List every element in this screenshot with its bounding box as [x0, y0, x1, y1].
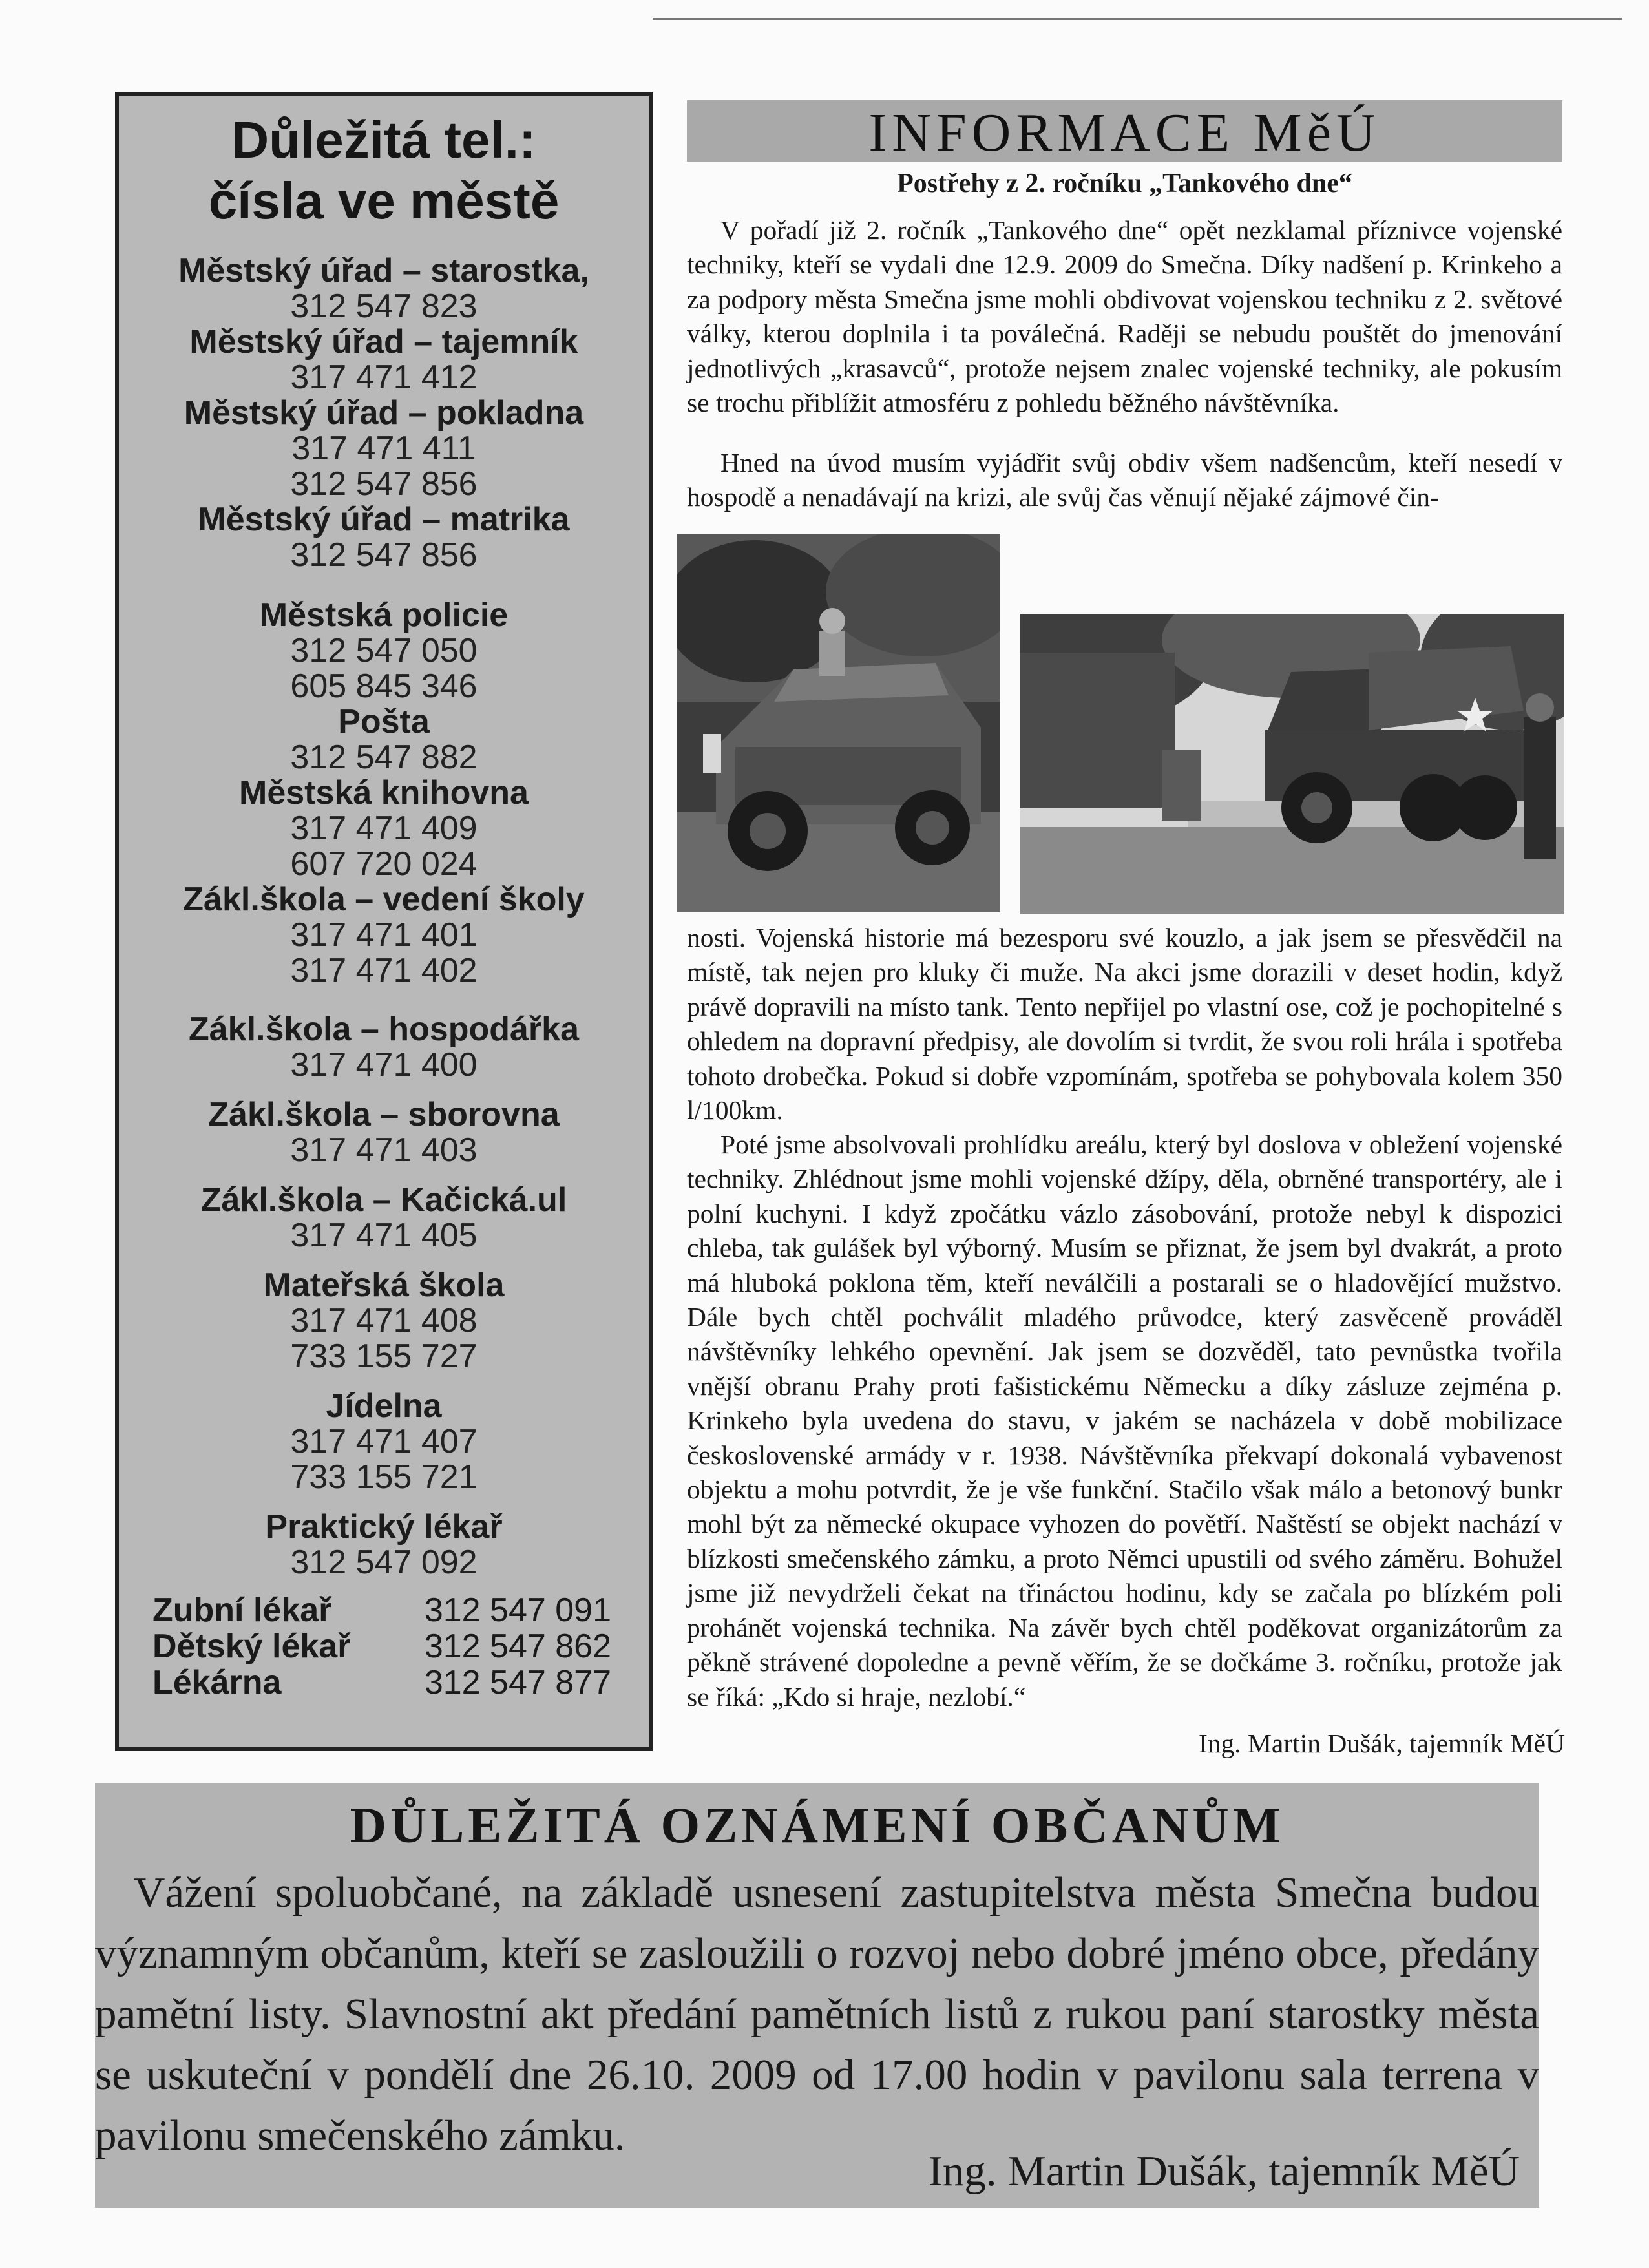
phone-entry-name: Zákl.škola – Kačická.ul: [200, 1181, 567, 1219]
phone-entry-name: Zákl.škola – vedení školy: [183, 881, 585, 918]
phone-inline-entry-number: 312 547 862: [424, 1628, 611, 1665]
phone-inline-entry: [119, 1592, 649, 1628]
section-header: INFORMACE MěÚ: [687, 100, 1562, 162]
phone-entry-number: 733 155 721: [290, 1458, 478, 1496]
phone-entry-number: 317 471 401: [290, 916, 478, 954]
phone-inline-entry-name: Zubní lékař: [152, 1591, 332, 1629]
phone-entry-number: 312 547 856: [290, 465, 478, 503]
phone-entry-number: 607 720 024: [290, 845, 478, 883]
phone-entry-name: Městská policie: [259, 596, 509, 634]
phone-entry-name: Zákl.škola – hospodářka: [188, 1011, 580, 1048]
phone-entry-number: 317 471 411: [291, 430, 476, 467]
phone-entry-name: Mateřská škola: [263, 1266, 505, 1304]
phone-entry: [119, 1389, 649, 1495]
top-rule: [653, 18, 1622, 20]
phone-box-title: Důležitá tel.: čísla ve městě: [208, 111, 560, 229]
citizen-notice-box: [95, 1783, 1539, 2208]
phone-entry: [119, 882, 649, 989]
phone-inline-entry: [119, 1628, 649, 1664]
article-title: Postřehy z 2. ročníku „Tankového dne“: [897, 169, 1352, 198]
military-truck-photo: [1020, 614, 1564, 914]
phone-entry-number: 317 471 403: [290, 1131, 478, 1169]
phone-entry: [119, 253, 649, 324]
phone-entry-number: 317 471 402: [290, 952, 478, 989]
phone-entry-name: Městský úřad – tajemník: [189, 323, 578, 361]
phone-entry-number: 605 845 346: [290, 667, 478, 705]
phone-entry-name: Zákl.škola – sborovna: [208, 1096, 560, 1133]
phone-entry: [119, 1182, 649, 1254]
phone-inline-entry-number: 312 547 877: [424, 1664, 611, 1701]
armored-vehicle-photo: [677, 534, 1000, 912]
phone-entry-name: Městský úřad – matrika: [198, 501, 570, 538]
article-signature: Ing. Martin Dušák, tajemník MěÚ: [1198, 1728, 1565, 1758]
phone-entry: [119, 1012, 649, 1083]
phone-entry-number: 317 471 409: [290, 810, 478, 847]
phone-entry-number: 317 471 408: [290, 1302, 478, 1339]
phone-entry-number: 733 155 727: [290, 1338, 478, 1375]
notice-title: DŮLEŽITÁ OZNÁMENÍ OBČANŮM: [350, 1797, 1285, 1853]
phone-inline-entry-name: Dětský lékař: [152, 1628, 351, 1665]
phone-inline-entries-list: [119, 1592, 649, 1701]
phone-entry: [119, 1097, 649, 1168]
phone-entry-name: Městský úřad – starostka,: [178, 252, 589, 289]
phone-entry: [119, 775, 649, 882]
phone-entry: [119, 1509, 649, 1580]
phone-entry-number: 312 547 882: [290, 739, 478, 776]
phone-entry: [119, 1268, 649, 1374]
phone-entry-name: Městský úřad – pokladna: [184, 394, 584, 432]
phone-entry-name: Městská knihovna: [239, 774, 529, 812]
phone-entry-number: 317 471 407: [290, 1423, 478, 1460]
phone-entries-list: [119, 253, 649, 1580]
notice-text: Vážení spoluobčané, na základě usnesení zastupitelstva města Smečna budou významným občanům, kteří se zasloužili o rozvoj nebo dobré jméno obce, předány pamětní listy. Slavnostní akt předání pamětních listů z rukou paní starostky města se uskuteční v pondělí dne 26.10. 2009 od 17.00 hodin v pavilonu sala terrena v pavilonu smečenského zámku.: [95, 1869, 1539, 2159]
phone-entry: [119, 395, 649, 502]
article-paragraph-3: nosti. Vojenská historie má bezesporu své kouzlo, a jak jsem se přesvědčil na místě, tak nejen pro kluky či muže. Na akci jsme dorazili v deset hodin, když právě dopravili na místo tank. Tento nepřijel po vlastní ose, což je pochopitelné s ohledem na dopravní předpisy, ale dovolím si tvrdit, že svou roli hrála i spotřeba tohoto drobečka. Pokud si dobře vzpomínám, spotřeba se pohybovala kolem 350 l/100km.: [687, 923, 1562, 1126]
phone-entry-number: 317 471 412: [290, 359, 478, 396]
article-paragraph-4: Poté jsme absolvovali prohlídku areálu, který byl doslova v obležení vojenské techniky. Zhlédnout jsme mohli vojenské džípy, děla, obrněné transportéry, ale i polní kuchyni. I když zpočátku vázlo zásobování, protože nebyl k dispozici chleba, tak gulášek byl výborný. Musím se přiznat, že jsem byl dvakrát, a proto má hluboká poklona těm, kteří neválčili a postarali se o hladovějící mužstvo. Dále bych chtěl pochválit mladého průvodce, který zasvěceně prováděl návštěvníky lehkého opevnění. Jak jsem se dozvěděl, tato pevnůstka tvořila vnější obranu Prahy proti fašistickému Německu a díky zásluze zejména p. Krinkeho byla uvedena do stavu, v jakém se nacházela v době mobilizace československé armády v r. 1938. Návštěvníka překvapí dokonalá vybavenost objektu a mohu potvrdit, že je vše funkční. Stačilo však málo a betonový bunkr mohl být za německé okupace vyhozen do povětří. Naštěstí se objekt nachází v blízkosti smečenského zámku, a proto Němci upustili od svého záměru. Bohužel jsme již nevydrželi čekat na třináctou hodinu, kdy se začala po blízkém poli prohánět vojenská technika. Na závěr bych chtěl poděkovat organizátorům za pěkně strávené dopoledne a pevně věřím, že se dočkáme 3. ročníku, protože jak se říká: „Kdo si hraje, nezlobí.“: [687, 1129, 1562, 1712]
phone-entry-name: Praktický lékař: [265, 1508, 503, 1546]
article-paragraph-1: V pořadí již 2. ročník „Tankového dne“ opět nezklamal příznivce vojenské techniky, kteří se vydali dne 12.9. 2009 do Smečna. Díky nadšení p. Krinkeho a za podpory města Smečna jsme mohli obdivovat vojenskou techniku z 2. světové války, kterou doplnila i ta poválečná. Raději se nebudu pouštět do jmenování jednotlivých „krasavců“, protože nejsem znalec vojenské techniky, ale pokusím se trochu přiblížit atmosféru z pohledu běžného návštěvníka.: [687, 215, 1562, 418]
phone-entry: [119, 502, 649, 573]
article-paragraph-2: Hned na úvod musím vyjádřit svůj obdiv všem nadšencům, kteří nesedí v hospodě a nenadávají na krizi, ale svůj čas věnují nějaké zájmové čin-: [687, 448, 1562, 512]
phone-entry-name: Pošta: [338, 703, 430, 740]
phone-entry-number: 317 471 405: [290, 1217, 478, 1254]
phone-inline-entry-name: Lékárna: [152, 1664, 282, 1701]
phone-entry: [119, 324, 649, 395]
phone-entry-number: 312 547 856: [290, 536, 478, 574]
important-phone-numbers-box: [115, 92, 653, 1751]
phone-entry-number: 317 471 400: [290, 1046, 478, 1084]
phone-entry-name: Jídelna: [326, 1387, 442, 1425]
phone-entry-number: 312 547 823: [290, 288, 478, 325]
phone-entry: [119, 704, 649, 775]
phone-inline-entry: [119, 1664, 649, 1701]
phone-inline-entry-number: 312 547 091: [424, 1591, 611, 1629]
notice-signature: Ing. Martin Dušák, tajemník MěÚ: [928, 2147, 1520, 2195]
phone-entry: [119, 598, 649, 704]
phone-entry-number: 312 547 050: [290, 632, 478, 669]
phone-entry-number: 312 547 092: [290, 1544, 478, 1581]
